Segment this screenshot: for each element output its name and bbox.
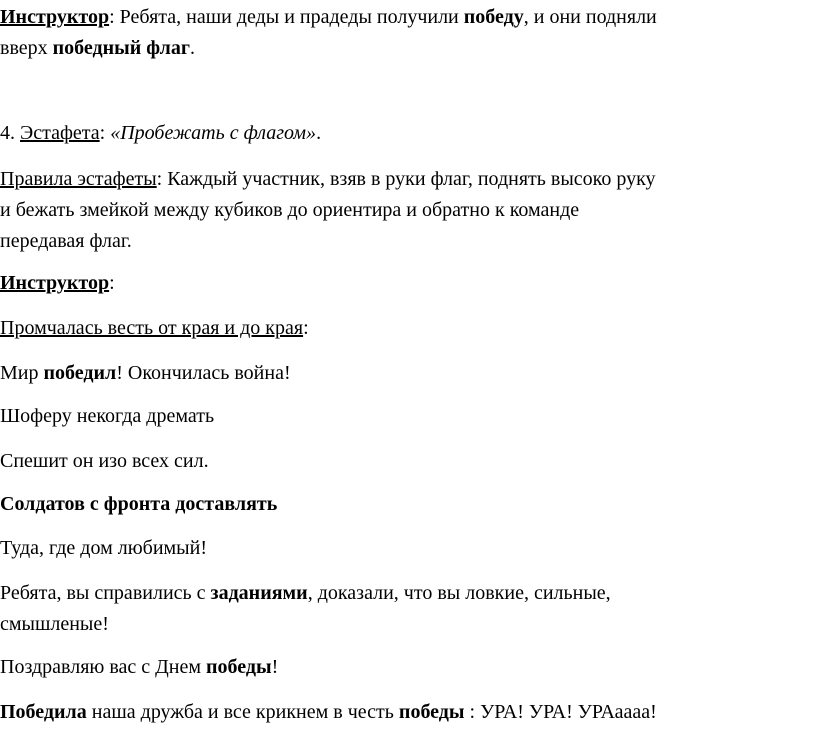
instructor-label: Инструктор xyxy=(0,6,110,28)
relay-label: Эстафета xyxy=(20,122,100,144)
text-span: Спешит он изо всех сил. xyxy=(0,450,209,472)
bold-word: победу xyxy=(463,6,524,28)
text-span: наша дружба и все крикнем в честь xyxy=(86,701,399,723)
text-span: ! xyxy=(271,656,279,678)
paragraph-instructor-intro-line-1 xyxy=(0,2,657,32)
text-span: . xyxy=(189,37,195,59)
relay-number: 4. xyxy=(0,122,20,144)
text-span: смышленые! xyxy=(0,613,109,635)
text-span: : xyxy=(99,122,111,144)
text-span: и бежать змейкой между кубиков до ориентира и обратно к команде xyxy=(0,199,580,221)
instructor-heading xyxy=(0,268,115,298)
relay-rules-line-1 xyxy=(0,164,656,194)
poem-line-3 xyxy=(0,401,214,431)
text-span: Шоферу некогда дремать xyxy=(0,405,215,427)
text-span: : Каждый участник, взяв в руки флаг, поднять высоко руку xyxy=(156,168,656,190)
relay-rules-line-2 xyxy=(0,195,579,225)
poem-underlined: Промчалась весть от края и до края xyxy=(0,317,304,339)
instructor-label: Инструктор xyxy=(0,272,110,294)
relay-heading xyxy=(0,118,321,148)
bold-line: Солдатов с фронта доставлять xyxy=(0,493,278,515)
text-span: : Ребята, наши деды и прадеды получили xyxy=(109,6,464,28)
bold-word: победил xyxy=(43,362,117,384)
bold-word: победы xyxy=(398,701,465,723)
poem-line-1 xyxy=(0,313,309,343)
text-span: вверх xyxy=(0,37,53,59)
text-span: , доказали, что вы ловкие, сильные, xyxy=(307,582,611,604)
text-span: : xyxy=(109,272,115,294)
text-span: Ребята, вы справились с xyxy=(0,582,211,604)
poem-line-5 xyxy=(0,489,277,519)
rules-label: Правила эстафеты xyxy=(0,168,157,190)
congratulation-line xyxy=(0,652,278,682)
bold-phrase: победный флаг xyxy=(52,37,190,59)
relay-title: «Пробежать с флагом» xyxy=(110,122,317,144)
closing-paragraph-line-2 xyxy=(0,609,109,639)
bold-word: победы xyxy=(206,656,272,678)
final-cheer-line xyxy=(0,697,657,727)
bold-word: заданиями xyxy=(210,582,308,604)
relay-rules-line-3 xyxy=(0,226,132,256)
text-span: : xyxy=(303,317,309,339)
text-span: , и они подняли xyxy=(523,6,657,28)
poem-line-2 xyxy=(0,358,291,388)
poem-line-6 xyxy=(0,533,207,563)
text-span: Мир xyxy=(0,362,44,384)
text-span: Туда, где дом любимый! xyxy=(0,537,207,559)
text-span: ! Окончилась война! xyxy=(116,362,291,384)
text-span: . xyxy=(316,122,322,144)
paragraph-instructor-intro-line-2 xyxy=(0,33,195,63)
closing-paragraph-line-1 xyxy=(0,578,611,608)
text-span: передавая флаг. xyxy=(0,230,132,252)
text-span: Поздравляю вас с Днем xyxy=(0,656,207,678)
text-span: : УРА! УРА! УРАаааа! xyxy=(464,701,657,723)
poem-line-4 xyxy=(0,446,209,476)
bold-word: Победила xyxy=(0,701,87,723)
